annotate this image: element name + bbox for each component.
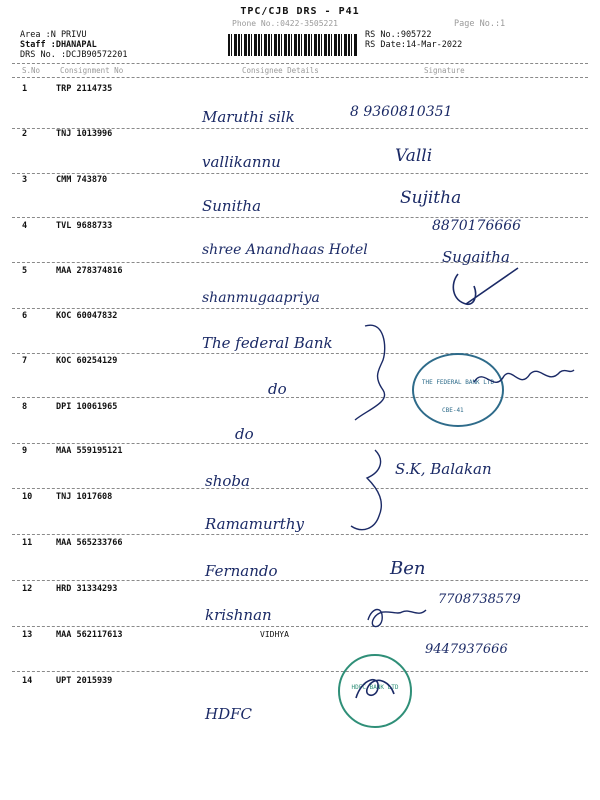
row-sno: 11 <box>22 538 33 548</box>
row-consignment: MAA 278374816 <box>56 266 123 276</box>
row-consignment: KOC 60047832 <box>56 311 118 321</box>
row-consignment: CMM 743870 <box>56 175 108 185</box>
row-signature: 8870176666 <box>432 218 522 234</box>
row-sno: 9 <box>22 446 28 456</box>
rs-date: RS Date:14-Mar-2022 <box>365 40 463 50</box>
hdfc-stamp: HDFC BANK LTD <box>338 654 412 728</box>
column-header-sno: S.No <box>22 66 41 75</box>
row-divider <box>12 443 588 444</box>
row-consignee: Fernando <box>205 562 278 580</box>
row-consignee: The federal Bank <box>202 334 333 352</box>
row-sno: 5 <box>22 266 28 276</box>
drs-number: DRS No. :DCJB90572201 <box>20 50 128 60</box>
row-consignee: HDFC <box>205 705 252 723</box>
row-consignment: MAA 559195121 <box>56 446 123 456</box>
row-sno: 14 <box>22 676 33 686</box>
row-consignee: VIDHYA <box>260 630 289 639</box>
row-consignment: UPT 2015939 <box>56 676 113 686</box>
row-signature: S.K, Balakan <box>395 460 492 478</box>
row-sno: 2 <box>22 129 28 139</box>
column-header-consignee: Consignee Details <box>242 66 319 75</box>
row-sno: 7 <box>22 356 28 366</box>
row-divider <box>12 534 588 535</box>
federal-stamp-signature <box>470 360 580 400</box>
row-consignment: HRD 31334293 <box>56 584 118 594</box>
area-label: Area :N PRIVU <box>20 30 87 40</box>
column-header-signature: Signature <box>424 66 465 75</box>
row-consignment: TNJ 1017608 <box>56 492 113 502</box>
hdfc-stamp-signature <box>350 668 400 708</box>
row-divider <box>12 626 588 627</box>
header-rule-bottom <box>12 77 588 78</box>
row-signature: 7708738579 <box>438 592 521 607</box>
row-consignee: Sunitha <box>202 197 262 215</box>
row-divider <box>12 308 588 309</box>
row-consignee: shree Anandhaas Hotel <box>202 242 368 258</box>
row-signature: 8 9360810351 <box>350 104 453 120</box>
row-signature: Ben <box>390 558 426 579</box>
brace-scribble <box>345 320 405 550</box>
row-consignment: MAA 562117613 <box>56 630 123 640</box>
row-consignee: Maruthi silk <box>202 108 295 126</box>
column-header-consignment: Consignment No <box>60 66 124 75</box>
row-signature: Sujitha <box>400 188 462 208</box>
row-consignee: shanmugaapriya <box>202 290 320 306</box>
row-signature: 9447937666 <box>425 642 508 657</box>
row-consignment: MAA 565233766 <box>56 538 123 548</box>
staff-label: Staff :DHANAPAL <box>20 40 97 50</box>
row-consignment: TVL 9688733 <box>56 221 113 231</box>
rs-number: RS No.:905722 <box>365 30 432 40</box>
row-consignment: DPI 10061965 <box>56 402 118 412</box>
row-signature: Sugaitha <box>442 248 510 266</box>
row-consignment: TRP 2114735 <box>56 84 113 94</box>
signature-scribble <box>430 262 540 312</box>
krishnan-signature-scribble <box>362 598 432 638</box>
federal-bank-stamp: THE FEDERAL BANK LTD CBE-41 <box>412 353 504 427</box>
row-divider <box>12 671 588 672</box>
row-sno: 3 <box>22 175 28 185</box>
row-consignment: KOC 60254129 <box>56 356 118 366</box>
row-sno: 8 <box>22 402 28 412</box>
page-title: TPC/CJB DRS - P41 <box>240 6 360 17</box>
header-rule-top <box>12 63 588 64</box>
row-divider <box>12 580 588 581</box>
row-divider <box>12 488 588 489</box>
page-number: Page No.:1 <box>454 19 506 29</box>
row-consignment: TNJ 1013996 <box>56 129 113 139</box>
row-sno: 4 <box>22 221 28 231</box>
row-sno: 10 <box>22 492 33 502</box>
row-consignee: do <box>268 380 287 398</box>
barcode <box>228 34 358 56</box>
row-divider <box>12 173 588 174</box>
row-consignee: Ramamurthy <box>205 515 304 533</box>
row-signature: Valli <box>395 146 433 166</box>
phone-number: Phone No.:0422-3505221 <box>232 19 338 28</box>
row-sno: 12 <box>22 584 33 594</box>
row-consignee: do <box>235 425 254 443</box>
row-sno: 1 <box>22 84 28 94</box>
row-sno: 6 <box>22 311 28 321</box>
row-sno: 13 <box>22 630 33 640</box>
row-consignee: vallikannu <box>202 153 281 171</box>
row-consignee: krishnan <box>205 606 272 624</box>
row-consignee: shoba <box>205 472 250 490</box>
row-divider <box>12 353 588 354</box>
